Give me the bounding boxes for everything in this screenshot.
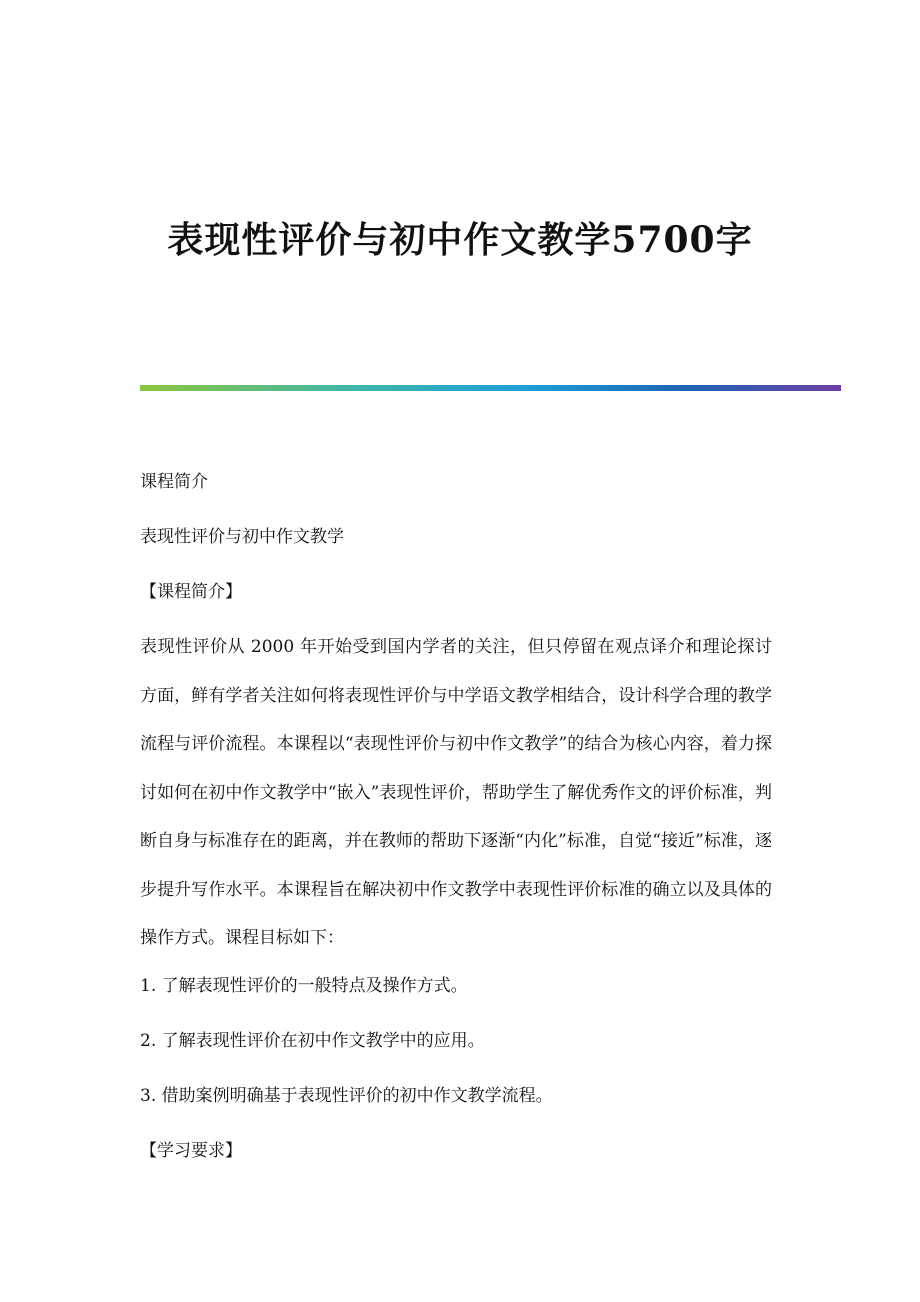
document-body: [140, 466, 772, 1190]
bracket-heading-requirements: 【学习要求】: [140, 1140, 242, 1161]
bracket-heading-intro: 【课程简介】: [140, 582, 242, 602]
goal-item-3: 3. 借助案例明确基于表现性评价的初中作文教学流程。: [140, 1085, 553, 1106]
goal-item-2: 2. 了解表现性评价在初中作文教学中的应用。: [140, 1030, 485, 1051]
document-title: 表现性评价与初中作文教学5700字: [167, 219, 753, 261]
course-name: 表现性评价与初中作文教学: [140, 527, 344, 547]
goal-item-1: 1. 了解表现性评价的一般特点及操作方式。: [140, 975, 468, 996]
gradient-divider: [140, 385, 841, 391]
body-paragraph: 表现性评价从 2000 年开始受到国内学者的关注，但只停留在观点译介和理论探讨方面，鲜有学者关注如何将表现性评价与中学语文教学相结合，设计科学合理的教学流程与评价流程。本课程以“表现性评价与初中作文教学”的结合为核心内容，着力探讨如何在初中作文教学中“嵌入”表现性评价，帮助学生了解优秀作文的评价标准，判断自身与标准存在的距离，并在教师的帮助下逐渐“内化”标准，自觉“接近”标准，逐步提升写作水平。本课程旨在解决初中作文教学中表现性评价标准的确立以及具体的操作方式。课程目标如下：: [140, 637, 772, 948]
section-heading-intro: 课程简介: [140, 472, 208, 492]
